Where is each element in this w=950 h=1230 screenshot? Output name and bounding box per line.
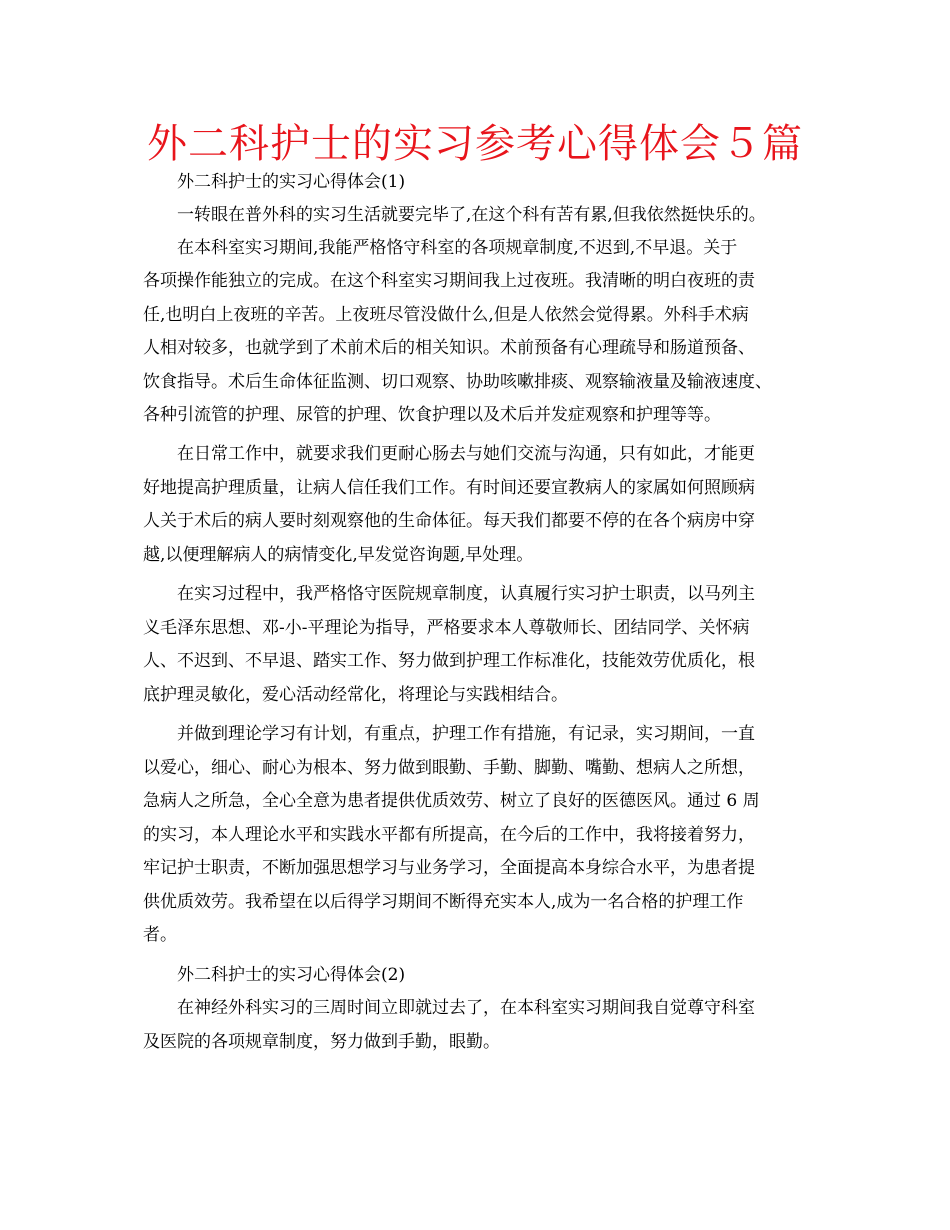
paragraph-line: 在实习过程中，我严格恪守医院规章制度，认真履行实习护士职责，以马列主 <box>177 584 755 604</box>
section-heading-2: 外二科护士的实习心得体会(2) <box>177 965 406 985</box>
paragraph-line: 任,也明白上夜班的辛苦。上夜班尽管没做什么,但是人依然会觉得累。外科手术病 <box>143 305 749 325</box>
paragraph-line: 好地提高护理质量，让病人信任我们工作。有时间还要宣教病人的家属如何照顾病 <box>143 478 755 498</box>
paragraph-line: 以爱心，细心、耐心为根本、努力做到眼勤、手勤、脚勤、嘴勤、想病人之所想， <box>143 758 755 778</box>
paragraph-line: 牢记护士职责，不断加强思想学习与业务学习，全面提高本身综合水平，为患者提 <box>143 858 755 878</box>
paragraph-line: 在日常工作中，就要求我们更耐心肠去与她们交流与沟通，只有如此，才能更 <box>177 444 755 464</box>
paragraph-line: 的实习，本人理论水平和实践水平都有所提高，在今后的工作中，我将接着努力， <box>143 825 755 845</box>
paragraph-line: 饮食指导。术后生命体征监测、切口观察、协助咳嗽排痰、观察输液量及输液速度、 <box>143 372 772 392</box>
paragraph-line: 越,以便理解病人的病情变化,早发觉咨询题,早处理。 <box>143 545 534 565</box>
paragraph-line: 人相对较多，也就学到了术前术后的相关知识。术前预备有心理疏导和肠道预备、 <box>143 338 755 358</box>
paragraph-line: 人、不迟到、不早退、踏实工作、努力做到护理工作标准化，技能效劳优质化，根 <box>143 651 755 671</box>
paragraph-line: 供优质效劳。我希望在以后得学习期间不断得充实本人,成为一名合格的护理工作 <box>143 892 744 912</box>
paragraph-line: 在神经外科实习的三周时间立即就过去了，在本科室实习期间我自觉尊守科室 <box>177 998 755 1018</box>
paragraph-line: 急病人之所急，全心全意为患者提供优质效劳、树立了良好的医德医风。通过 6 周 <box>143 791 760 811</box>
paragraph-line: 各种引流管的护理、尿管的护理、饮食护理以及术后并发症观察和护理等等。 <box>143 405 721 425</box>
section-heading-1: 外二科护士的实习心得体会(1) <box>177 172 406 192</box>
paragraph-line: 一转眼在普外科的实习生活就要完毕了,在这个科有苦有累,但我依然挺快乐的。 <box>177 205 766 225</box>
document-title: 外二科护士的实习参考心得体会５篇 <box>147 121 803 167</box>
paragraph-line: 底护理灵敏化，爱心活动经常化，将理论与实践相结合。 <box>143 685 568 705</box>
paragraph-line: 及医院的各项规章制度，努力做到手勤，眼勤。 <box>143 1032 500 1052</box>
paragraph-line: 人关于术后的病人要时刻观察他的生命体征。每天我们都要不停的在各个病房中穿 <box>143 511 755 531</box>
paragraph-line: 并做到理论学习有计划，有重点，护理工作有措施，有记录，实习期间，一直 <box>177 724 755 744</box>
paragraph-line: 义毛泽东思想、邓-小-平理论为指导，严格要求本人尊敬师长、团结同学、关怀病 <box>143 618 750 638</box>
paragraph-line: 者。 <box>143 925 177 945</box>
paragraph-line: 各项操作能独立的完成。在这个科室实习期间我上过夜班。我清晰的明白夜班的责 <box>143 271 755 291</box>
paragraph-line: 在本科室实习期间,我能严格恪守科室的各项规章制度,不迟到,不早退。关于 <box>177 238 738 258</box>
